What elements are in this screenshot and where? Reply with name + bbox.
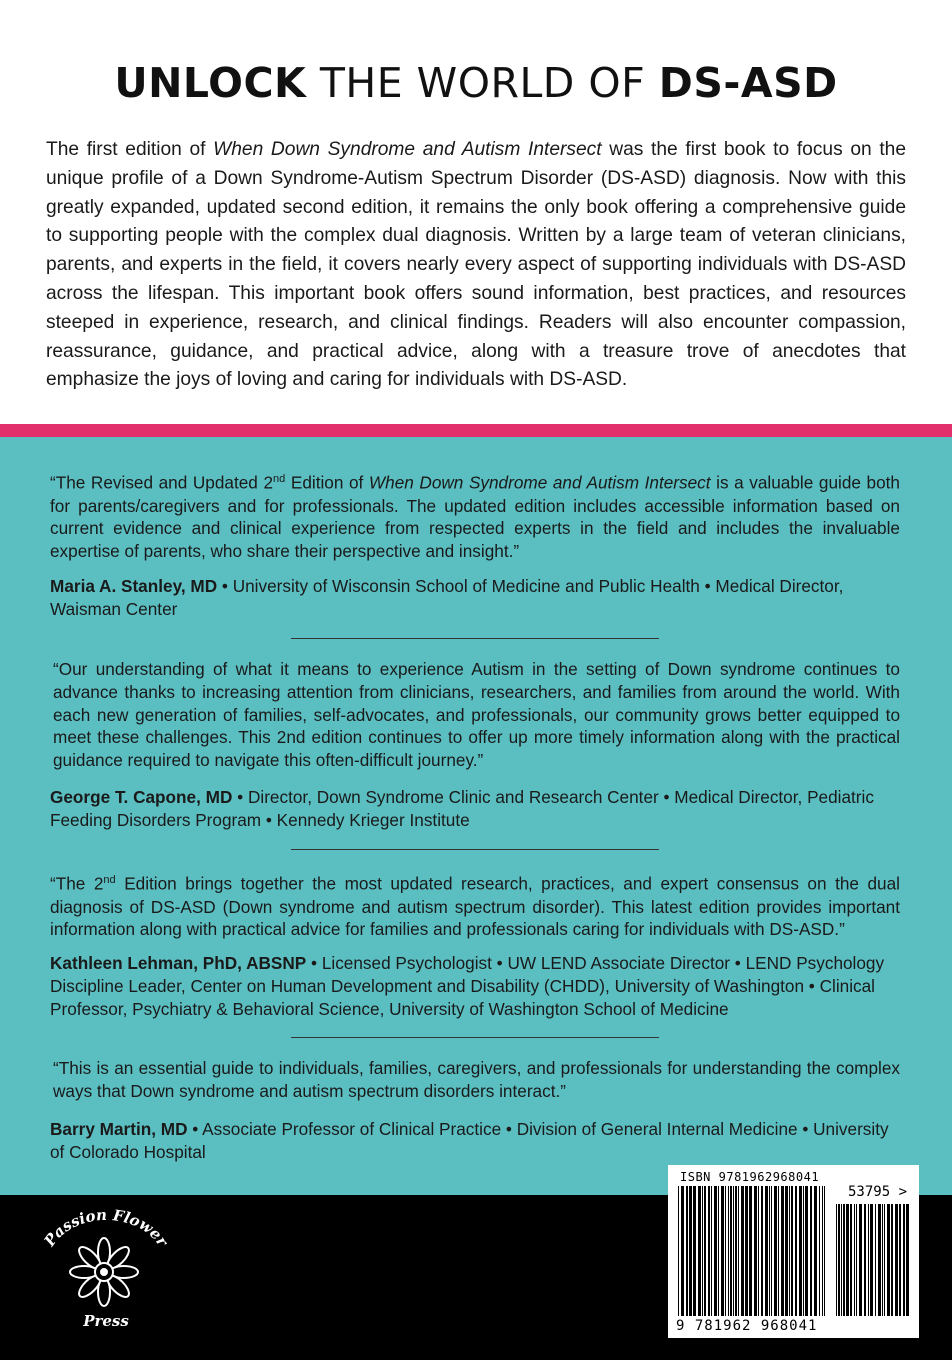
barcode-bar [698, 1186, 701, 1316]
intro-paragraph [46, 136, 906, 395]
headline-bold-2: DS-ASD [658, 59, 838, 107]
barcode-bar [735, 1186, 737, 1316]
quote-3-sup: nd [103, 874, 116, 886]
barcode-bar [721, 1186, 724, 1316]
quote-1-sup: nd [273, 473, 286, 485]
barcode-addon-bar [856, 1204, 857, 1316]
barcode-addon-bar [859, 1204, 862, 1316]
barcode-bar [799, 1186, 802, 1316]
barcode-bar [824, 1186, 825, 1316]
attribution-4-name: Barry Martin, MD [50, 1119, 188, 1139]
quote-4-text: “This is an essential guide to individuals, families, caregivers, and professionals for understanding the complex ways that Down syndrome and autism spectrum disorders interact.” [53, 1058, 900, 1101]
barcode-bar [738, 1186, 739, 1316]
barcode-addon-bar [887, 1204, 890, 1316]
barcode-bar [791, 1186, 793, 1316]
barcode-bar [689, 1186, 692, 1316]
barcode-addon-bar [836, 1204, 837, 1316]
barcode-bars [676, 1186, 912, 1318]
barcode-bar [681, 1186, 684, 1316]
attribution-2-name: George T. Capone, MD [50, 787, 233, 807]
barcode-bar [754, 1186, 757, 1316]
divider-line-2 [291, 849, 659, 850]
testimonial-attribution-1 [50, 575, 900, 621]
quote-3-text-b: Edition brings together the most updated research, practices, and expert consensus on the dual diagnosis of DS-ASD (Down syndrome and autism spectrum disorder). This latest edition provides important information along with practical advice for families and professionals caring for individuals with DS-ASD.” [50, 873, 900, 940]
quote-1-text-b: Edition of [285, 472, 369, 493]
barcode-bar [728, 1186, 729, 1316]
attribution-3-affiliation: • Licensed Psychologist • UW LEND Associate Director • LEND Psychology Discipline Leader, Center on Human Development and Disability (CHDD), University of Washington • Clinical Professor, Psychiatry & Behavioral Science, University of Washington School of Medicine [50, 953, 885, 1019]
barcode-addon-bar [906, 1204, 909, 1316]
attribution-1-name: Maria A. Stanley, MD [50, 576, 218, 596]
barcode-bar [778, 1186, 779, 1316]
intro-book-title: When Down Syndrome and Autism Intersect [213, 139, 602, 160]
attribution-2-affiliation: • Director, Down Syndrome Clinic and Research Center • Medical Director, Pediatric Feeding Disorders Program • Kennedy Krieger Institute [50, 787, 874, 830]
barcode-bar [758, 1186, 759, 1316]
barcode-bar [711, 1186, 712, 1316]
barcode-addon-bar [841, 1204, 842, 1316]
barcode-bar [733, 1186, 734, 1316]
quote-1-text-a: “The Revised and Updated 2 [50, 472, 274, 493]
testimonial-quote-3 [50, 869, 900, 941]
barcode-bar [761, 1186, 763, 1316]
barcode-addon-bar [843, 1204, 845, 1316]
barcode-bar [814, 1186, 817, 1316]
barcode-addon-bar [903, 1204, 905, 1316]
barcode-bar [702, 1186, 703, 1316]
publisher-name-line2: Press [83, 1312, 129, 1330]
price-code: 53795 > [848, 1184, 908, 1200]
barcode-bar [708, 1186, 710, 1316]
barcode-addon-bar [854, 1204, 855, 1316]
barcode-bar [785, 1186, 788, 1316]
attribution-1-affiliation: • University of Wisconsin School of Medicine and Public Health • Medical Director, Waisman Center [50, 576, 844, 619]
headline-bold-1: UNLOCK [114, 59, 307, 107]
barcode-addon-bar [868, 1204, 869, 1316]
barcode-bar [765, 1186, 768, 1316]
barcode-addon-bar [870, 1204, 873, 1316]
isbn-label: ISBN 9781962968041 [680, 1170, 820, 1184]
barcode-bar [771, 1186, 772, 1316]
barcode-bar [749, 1186, 752, 1316]
barcode-bar [686, 1186, 688, 1316]
barcode-addon-bar [846, 1204, 849, 1316]
barcode-addon-bar [884, 1204, 885, 1316]
barcode-bar [795, 1186, 797, 1316]
barcode-bar [822, 1186, 823, 1316]
publisher-name-line1: Passion Flower [40, 1206, 172, 1250]
testimonial-attribution-4 [50, 1118, 900, 1164]
barcode-bar [714, 1186, 717, 1316]
barcode-bar [678, 1186, 679, 1316]
barcode-bar [774, 1186, 777, 1316]
quote-2-text: “Our understanding of what it means to experience Autism in the setting of Down syndrome continues to advance thanks to increasing attention from clinicians, researchers, and families from around the world. With each new generation of families, self-advocates, and professionals, our community grows better equipped to meet these challenges. This 2nd edition continues to offer up more timely information along with the practical guidance required to navigate this often-difficult journey.” [53, 659, 900, 771]
barcode-addon-bar [878, 1204, 881, 1316]
barcode-bar [781, 1186, 784, 1316]
quote-3-text-a: “The 2 [50, 873, 104, 894]
barcode-addon-bar [850, 1204, 852, 1316]
barcode-bar [803, 1186, 804, 1316]
barcode-bar [725, 1186, 726, 1316]
divider-line-1 [291, 638, 659, 639]
headline-regular: THE WORLD OF [306, 59, 659, 107]
barcode-bar [693, 1186, 696, 1316]
barcode-bar [805, 1186, 808, 1316]
attribution-3-name: Kathleen Lehman, PhD, ABSNP [50, 953, 307, 973]
barcode-bar [810, 1186, 812, 1316]
barcode-addon-bar [838, 1204, 840, 1316]
headline [0, 58, 952, 108]
barcode-bar [745, 1186, 748, 1316]
divider-line-3 [291, 1037, 659, 1038]
intro-text-1: The first edition of [46, 139, 214, 160]
attribution-4-affiliation: • Associate Professor of Clinical Practice • Division of General Internal Medicine • University of Colorado Hospital [50, 1119, 889, 1162]
barcode-addon-bar [891, 1204, 893, 1316]
barcode-addon-bar [864, 1204, 866, 1316]
barcode-addon-bar [899, 1204, 901, 1316]
barcode-bar [730, 1186, 732, 1316]
publisher-logo [38, 1206, 174, 1338]
quote-1-text-c: is a valuable guide both for parents/caregivers and for professionals. The updated edition includes accessible information based on current evidence and clinical experience from respected experts in the field and includes the invaluable expertise of parents, who share their perspective and insight.” [50, 472, 900, 562]
testimonial-quote-4 [53, 1057, 900, 1103]
barcode-addon-bar [895, 1204, 898, 1316]
ean-digits: 9 781962 968041 [676, 1318, 818, 1334]
barcode-bar [789, 1186, 790, 1316]
testimonial-attribution-2 [50, 786, 900, 832]
quote-1-book-title: When Down Syndrome and Autism Intersect [368, 472, 711, 493]
pink-divider-bar [0, 424, 952, 437]
barcode-bar [718, 1186, 719, 1316]
barcode-addon-bar [882, 1204, 883, 1316]
testimonial-quote-1 [50, 468, 900, 563]
barcode-addon-bar [875, 1204, 876, 1316]
barcode-bar [704, 1186, 706, 1316]
passion-flower-icon [70, 1238, 138, 1306]
intro-text-2: was the first book to focus on the unique profile of a Down Syndrome-Autism Spectrum Disorder (DS-ASD) diagnosis. Now with this greatly expanded, updated second edition, it remains the only book offering a comprehensive guide to supporting people with the complex dual diagnosis. Written by a large team of veteran clinicians, parents, and experts in the field, it covers nearly every aspect of supporting individuals with DS-ASD across the lifespan. This important book offers sound information, best practices, and resources steeped in experience, research, and clinical findings. Readers will also encounter compassion, reassurance, guidance, and practical advice, along with a treasure trove of anecdotes that emphasize the joys of loving and caring for individuals with DS-ASD. [46, 139, 907, 391]
barcode-bar [741, 1186, 744, 1316]
barcode-bar [769, 1186, 770, 1316]
barcode-bar [819, 1186, 820, 1316]
intro-section [0, 0, 952, 424]
testimonial-quote-2 [53, 658, 900, 772]
testimonial-attribution-3 [50, 952, 900, 1020]
